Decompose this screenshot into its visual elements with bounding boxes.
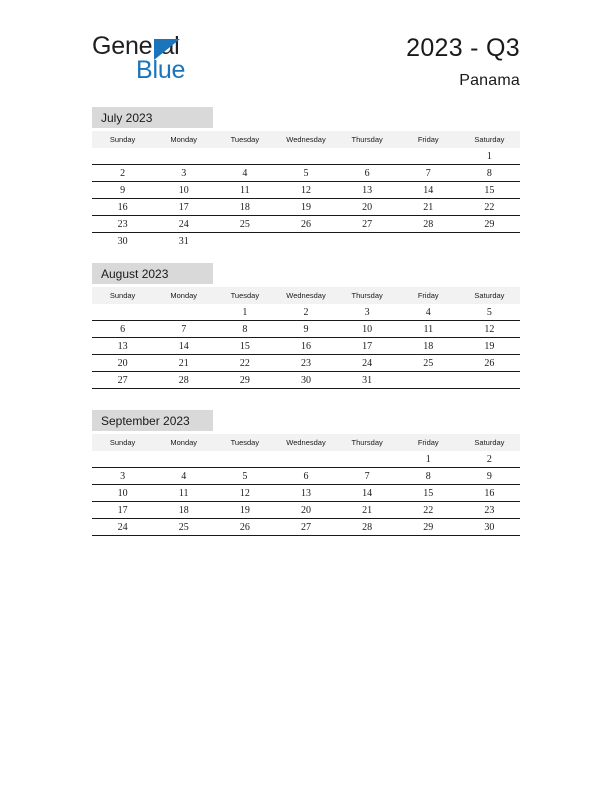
day-cell: 5 — [214, 468, 275, 485]
day-cell: 19 — [459, 338, 520, 355]
weekday-tuesday: Tuesday — [214, 131, 275, 148]
week-row — [92, 372, 520, 389]
day-cell: 9 — [459, 468, 520, 485]
day-cell: 22 — [214, 355, 275, 372]
month-block-july — [92, 107, 520, 249]
weekday-thursday: Thursday — [337, 131, 398, 148]
month-spacer — [92, 389, 520, 410]
day-cell — [459, 233, 520, 250]
week-row — [92, 233, 520, 250]
calendar-table-september — [92, 434, 520, 536]
day-cell: 22 — [459, 199, 520, 216]
month-title-august: August 2023 — [101, 266, 169, 281]
week-row — [92, 451, 520, 468]
weekday-friday: Friday — [398, 131, 459, 148]
day-cell — [153, 148, 214, 165]
month-banner-july — [92, 107, 213, 128]
day-cell: 23 — [92, 216, 153, 233]
day-cell — [337, 148, 398, 165]
day-cell: 1 — [398, 451, 459, 468]
day-cell: 4 — [398, 304, 459, 321]
weekday-wednesday: Wednesday — [275, 131, 336, 148]
day-cell — [92, 304, 153, 321]
month-title-september: September 2023 — [101, 413, 190, 428]
day-cell: 24 — [337, 355, 398, 372]
day-cell — [153, 304, 214, 321]
day-cell — [214, 233, 275, 250]
day-cell: 29 — [214, 372, 275, 389]
week-row — [92, 502, 520, 519]
day-cell: 20 — [92, 355, 153, 372]
day-cell: 2 — [92, 165, 153, 182]
weekday-tuesday: Tuesday — [214, 434, 275, 451]
day-cell: 13 — [337, 182, 398, 199]
day-cell: 5 — [275, 165, 336, 182]
day-cell: 28 — [398, 216, 459, 233]
day-cell: 21 — [153, 355, 214, 372]
week-row — [92, 148, 520, 165]
day-cell: 26 — [459, 355, 520, 372]
day-cell: 15 — [459, 182, 520, 199]
calendar-table-july — [92, 131, 520, 249]
day-cell: 27 — [92, 372, 153, 389]
day-cell: 13 — [275, 485, 336, 502]
day-cell — [92, 148, 153, 165]
day-cell: 10 — [92, 485, 153, 502]
week-row — [92, 199, 520, 216]
day-cell: 23 — [275, 355, 336, 372]
day-cell: 15 — [214, 338, 275, 355]
day-cell: 12 — [275, 182, 336, 199]
day-cell: 24 — [92, 519, 153, 536]
day-cell: 1 — [459, 148, 520, 165]
day-cell: 16 — [275, 338, 336, 355]
week-row — [92, 355, 520, 372]
day-cell: 10 — [153, 182, 214, 199]
day-cell: 4 — [153, 468, 214, 485]
weekday-tuesday: Tuesday — [214, 287, 275, 304]
day-cell: 10 — [337, 321, 398, 338]
day-cell: 21 — [337, 502, 398, 519]
week-row — [92, 304, 520, 321]
month-block-september — [92, 410, 520, 536]
day-cell — [214, 451, 275, 468]
day-cell: 24 — [153, 216, 214, 233]
day-cell: 25 — [153, 519, 214, 536]
day-cell: 25 — [214, 216, 275, 233]
day-cell — [337, 451, 398, 468]
weekday-header-row — [92, 434, 520, 451]
day-cell — [275, 233, 336, 250]
day-cell: 18 — [398, 338, 459, 355]
day-cell — [214, 148, 275, 165]
weekday-monday: Monday — [153, 131, 214, 148]
day-cell: 26 — [275, 216, 336, 233]
brand-name-general: General — [92, 32, 180, 60]
day-cell: 8 — [459, 165, 520, 182]
page-header — [0, 0, 612, 100]
day-cell: 17 — [92, 502, 153, 519]
weekday-saturday: Saturday — [459, 131, 520, 148]
day-cell: 4 — [214, 165, 275, 182]
page-subtitle: Panama — [459, 71, 520, 89]
weekday-sunday: Sunday — [92, 434, 153, 451]
day-cell: 14 — [153, 338, 214, 355]
calendar-table-august — [92, 287, 520, 389]
day-cell: 11 — [214, 182, 275, 199]
weekday-wednesday: Wednesday — [275, 434, 336, 451]
day-cell: 9 — [92, 182, 153, 199]
day-cell — [92, 451, 153, 468]
day-cell: 18 — [214, 199, 275, 216]
week-row — [92, 468, 520, 485]
day-cell: 30 — [459, 519, 520, 536]
month-block-august — [92, 263, 520, 389]
day-cell: 22 — [398, 502, 459, 519]
day-cell — [398, 233, 459, 250]
week-row — [92, 165, 520, 182]
day-cell: 12 — [214, 485, 275, 502]
day-cell: 18 — [153, 502, 214, 519]
day-cell: 20 — [337, 199, 398, 216]
day-cell: 23 — [459, 502, 520, 519]
week-row — [92, 519, 520, 536]
day-cell: 2 — [275, 304, 336, 321]
weekday-friday: Friday — [398, 434, 459, 451]
calendar-container — [92, 107, 520, 536]
day-cell: 3 — [153, 165, 214, 182]
week-row — [92, 321, 520, 338]
day-cell: 25 — [398, 355, 459, 372]
day-cell: 31 — [337, 372, 398, 389]
weekday-header-row — [92, 287, 520, 304]
day-cell: 27 — [275, 519, 336, 536]
day-cell: 2 — [459, 451, 520, 468]
brand-name-blue: Blue — [136, 56, 186, 84]
title-block — [406, 34, 520, 92]
day-cell: 3 — [337, 304, 398, 321]
day-cell: 30 — [275, 372, 336, 389]
day-cell: 7 — [153, 321, 214, 338]
day-cell: 14 — [398, 182, 459, 199]
page-title: 2023 - Q3 — [406, 34, 520, 62]
day-cell: 8 — [214, 321, 275, 338]
day-cell: 17 — [153, 199, 214, 216]
week-row — [92, 182, 520, 199]
day-cell: 3 — [92, 468, 153, 485]
week-row — [92, 338, 520, 355]
day-cell: 19 — [214, 502, 275, 519]
day-cell: 8 — [398, 468, 459, 485]
weekday-thursday: Thursday — [337, 287, 398, 304]
day-cell: 31 — [178, 235, 189, 247]
day-cell: 6 — [275, 468, 336, 485]
weekday-saturday: Saturday — [459, 434, 520, 451]
day-cell: 11 — [398, 321, 459, 338]
day-cell: 29 — [459, 216, 520, 233]
day-cell: 28 — [337, 519, 398, 536]
day-cell: 7 — [398, 165, 459, 182]
weekday-monday: Monday — [153, 287, 214, 304]
day-cell: 6 — [337, 165, 398, 182]
weekday-sunday: Sunday — [92, 131, 153, 148]
day-cell — [275, 148, 336, 165]
day-cell: 16 — [92, 199, 153, 216]
day-cell: 1 — [214, 304, 275, 321]
month-banner-august — [92, 263, 213, 284]
day-cell: 14 — [337, 485, 398, 502]
brand-logo — [92, 34, 292, 90]
weekday-sunday: Sunday — [92, 287, 153, 304]
week-row — [92, 216, 520, 233]
day-cell: 5 — [459, 304, 520, 321]
day-cell: 19 — [275, 199, 336, 216]
day-cell: 11 — [153, 485, 214, 502]
weekday-header-row — [92, 131, 520, 148]
weekday-monday: Monday — [153, 434, 214, 451]
month-title-july: July 2023 — [101, 110, 153, 125]
day-cell — [459, 372, 520, 389]
day-cell: 16 — [459, 485, 520, 502]
weekday-thursday: Thursday — [337, 434, 398, 451]
day-cell: 17 — [337, 338, 398, 355]
day-cell: 13 — [92, 338, 153, 355]
day-cell: 30 — [117, 235, 128, 247]
day-cell: 6 — [92, 321, 153, 338]
weekday-wednesday: Wednesday — [275, 287, 336, 304]
day-cell: 29 — [398, 519, 459, 536]
day-cell: 20 — [275, 502, 336, 519]
week-row — [92, 485, 520, 502]
day-cell — [275, 451, 336, 468]
month-spacer — [92, 249, 520, 263]
day-cell: 27 — [337, 216, 398, 233]
day-cell: 28 — [153, 372, 214, 389]
weekday-saturday: Saturday — [459, 287, 520, 304]
month-banner-september — [92, 410, 213, 431]
day-cell: 7 — [337, 468, 398, 485]
day-cell: 12 — [459, 321, 520, 338]
day-cell: 9 — [275, 321, 336, 338]
weekday-friday: Friday — [398, 287, 459, 304]
day-cell — [337, 233, 398, 250]
day-cell — [153, 451, 214, 468]
day-cell — [398, 148, 459, 165]
day-cell: 26 — [214, 519, 275, 536]
day-cell: 21 — [398, 199, 459, 216]
day-cell — [398, 372, 459, 389]
day-cell: 15 — [398, 485, 459, 502]
